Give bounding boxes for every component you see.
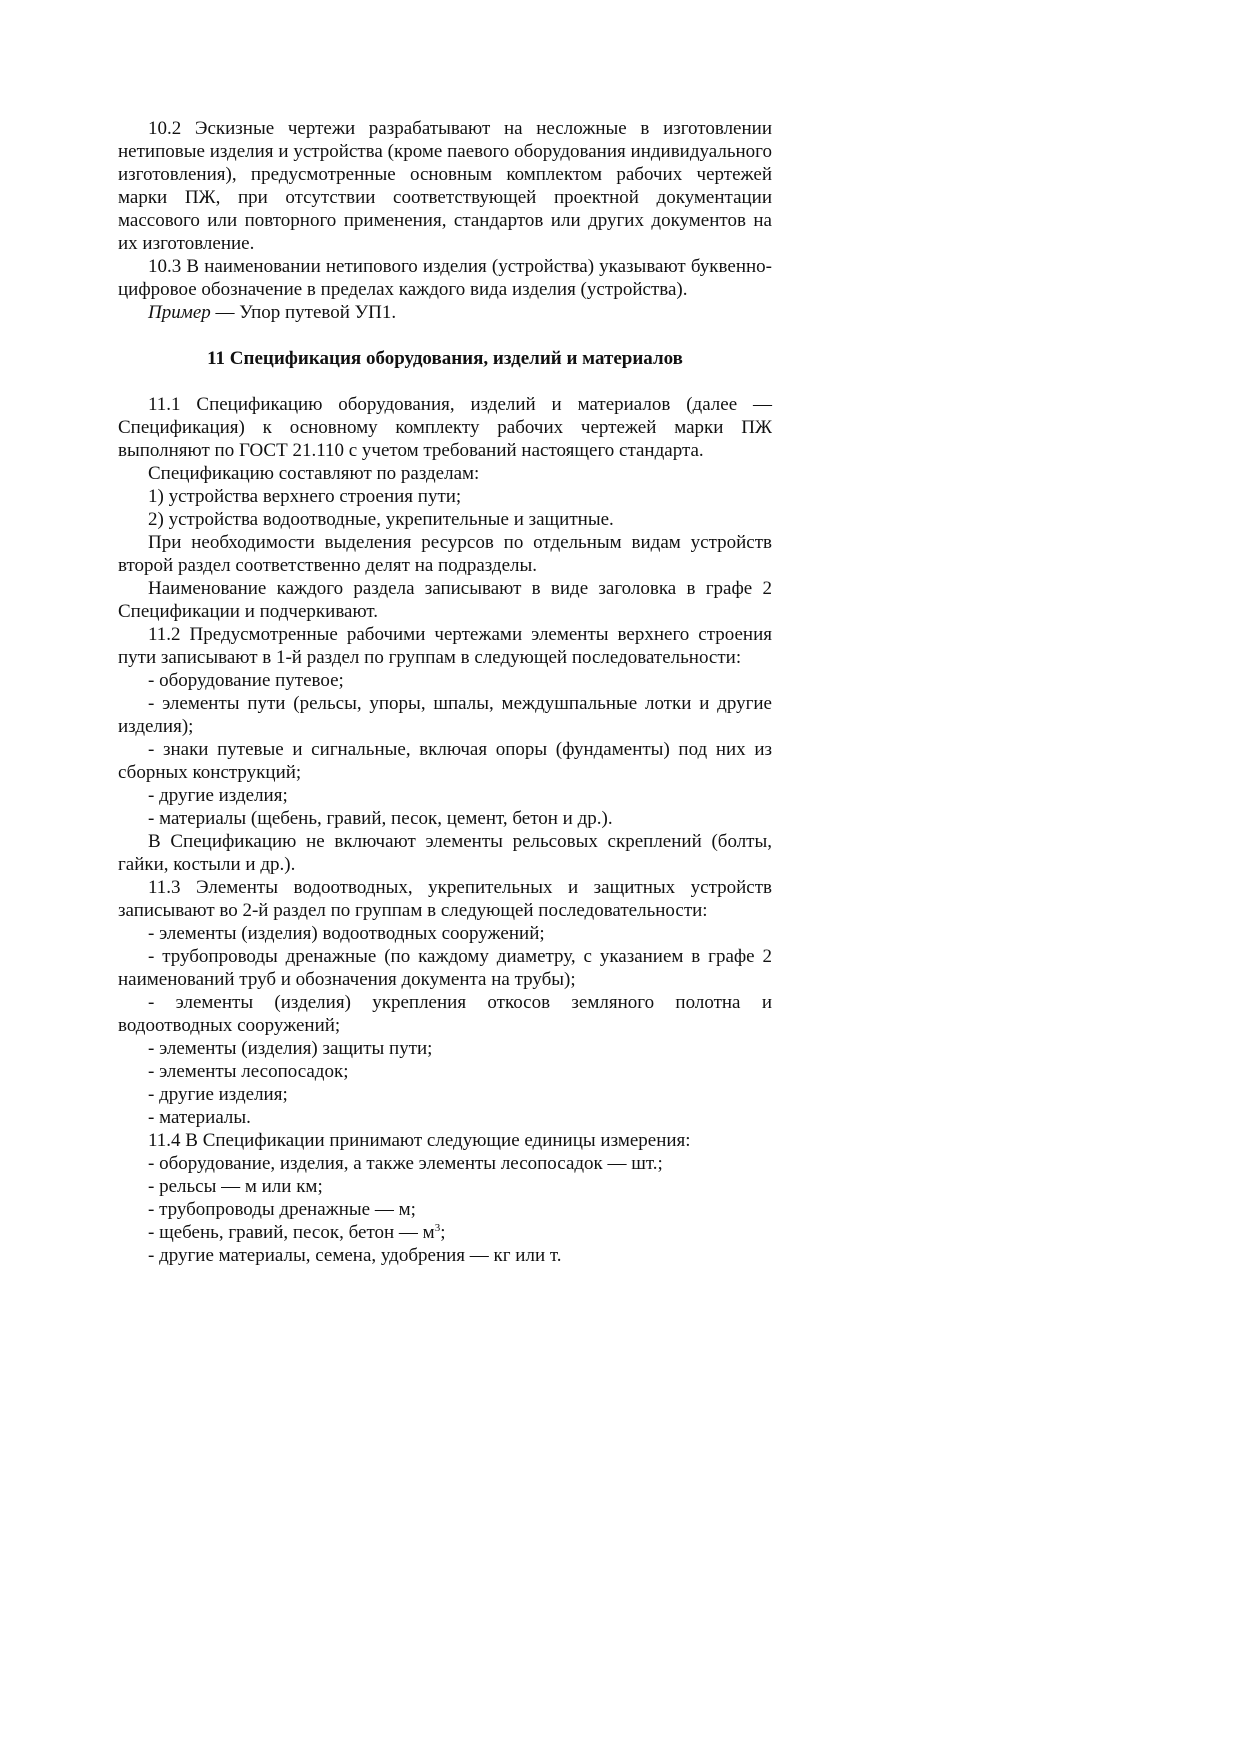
- paragraph: 11.3 Элементы водоотводных, укрепительных и защитных устройств записывают во 2-й раздел по группам в следующей последовательности:: [118, 877, 772, 921]
- list-item: 2) устройства водоотводные, укрепительные и защитные.: [148, 509, 614, 530]
- list-item: - оборудование путевое;: [148, 670, 344, 691]
- list-item: - другие материалы, семена, удобрения — кг или т.: [148, 1245, 562, 1266]
- list-item: - другие изделия;: [148, 785, 288, 806]
- paragraph: 11.1 Спецификацию оборудования, изделий и материалов (далее — Спецификация) к основному комплекту рабочих чертежей марки ПЖ выполняют по ГОСТ 21.110 с учетом требований настоящего стандарта.: [118, 394, 772, 461]
- list-item: - элементы лесопосадок;: [148, 1061, 349, 1082]
- paragraph: В Спецификацию не включают элементы рельсовых скреплений (болты, гайки, костыли и др.).: [118, 831, 772, 875]
- list-item: - элементы (изделия) защиты пути;: [148, 1038, 433, 1059]
- list-item: - знаки путевые и сигнальные, включая опоры (фундаменты) под них из сборных конструкций;: [118, 739, 772, 783]
- list-item: - трубопроводы дренажные (по каждому диаметру, с указанием в графе 2 наименований труб и обозначения документа на трубы);: [118, 946, 772, 990]
- list-item: - материалы (щебень, гравий, песок, цемент, бетон и др.).: [148, 808, 613, 829]
- paragraph: 11.4 В Спецификации принимают следующие единицы измерения:: [148, 1130, 691, 1151]
- list-item: - материалы.: [148, 1107, 251, 1128]
- section-11-heading: 11 Спецификация оборудования, изделий и материалов: [207, 348, 683, 369]
- example-label: Пример: [148, 302, 211, 323]
- example-text: — Упор путевой УП1.: [210, 302, 397, 323]
- list-item-gravel-units: [118, 1221, 772, 1244]
- list-item: - элементы (изделия) укрепления откосов земляного полотна и водоотводных сооружений;: [118, 992, 772, 1036]
- paragraph: Спецификацию составляют по разделам:: [148, 463, 480, 484]
- paragraph: 11.2 Предусмотренные рабочими чертежами элементы верхнего строения пути записывают в 1-й раздел по группам в следующей последовательности:: [118, 624, 772, 668]
- document-page: [118, 117, 772, 1267]
- gravel-units-end: ;: [440, 1222, 446, 1243]
- cubic-superscript: 3: [434, 1222, 441, 1234]
- paragraph-10-3: 10.3 В наименовании нетипового изделия (устройства) указывают буквенно-цифровое обозначение в пределах каждого вида изделия (устройства).: [118, 256, 772, 300]
- paragraph: Наименование каждого раздела записывают в виде заголовка в графе 2 Спецификации и подчеркивают.: [118, 578, 772, 622]
- list-item: - оборудование, изделия, а также элементы лесопосадок — шт.;: [148, 1153, 663, 1174]
- paragraph-10-2: 10.2 Эскизные чертежи разрабатывают на несложные в изготовлении нетиповые изделия и устройства (кроме паевого оборудования индивидуального изготовления), предусмотренные основным комплектом рабочих чертежей марки ПЖ, при отсутствии соответствующей проектной документации массового или повторного применения, стандартов или других документов на их изготовление.: [118, 118, 772, 254]
- list-item: - другие изделия;: [148, 1084, 288, 1105]
- paragraph: При необходимости выделения ресурсов по отдельным видам устройств второй раздел соответственно делят на подразделы.: [118, 532, 772, 576]
- list-item: - рельсы — м или км;: [148, 1176, 323, 1197]
- list-item: - трубопроводы дренажные — м;: [148, 1199, 416, 1220]
- list-item: - элементы (изделия) водоотводных сооружений;: [148, 923, 545, 944]
- list-item: 1) устройства верхнего строения пути;: [148, 486, 462, 507]
- gravel-units-text: - щебень, гравий, песок, бетон — м: [148, 1222, 435, 1243]
- example-line: [118, 301, 772, 324]
- list-item: - элементы пути (рельсы, упоры, шпалы, междушпальные лотки и другие изделия);: [118, 693, 772, 737]
